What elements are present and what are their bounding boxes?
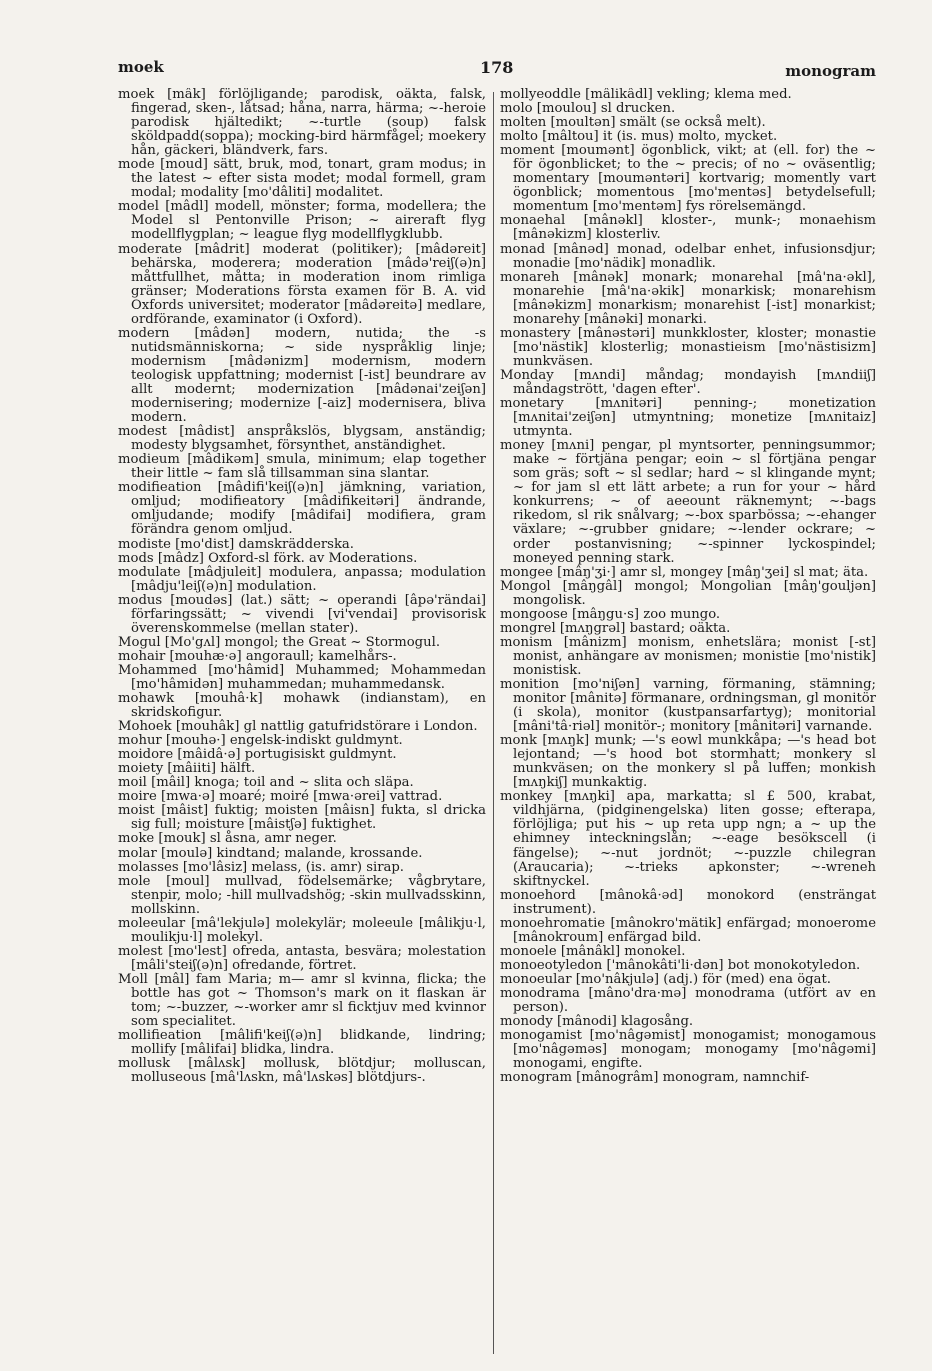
dictionary-entry: modiste [mo'dist] damskrädderska. <box>118 536 354 552</box>
left-column <box>118 88 486 1354</box>
dictionary-entry: mohawk [mouhâ·k] mohawk (indianstam), en skridskofigur. <box>118 691 486 721</box>
dictionary-entry: modus [moudəs] (lat.) sätt; ~ operandi [âpə'rändai] förfaringssätt; ~ vivendi [vi'vendai] provisorisk överenskommelse (mellan stater). <box>118 592 486 636</box>
dictionary-entry: monoehord [mânokâ·əd] monokord (ensträngat instrument). <box>500 887 876 917</box>
dictionary-entry: monk [mʌŋk] munk; —'s eowl munkkåpa; —'s head bot lejontand; —'s hood bot stormhatt; monkery sl munkväsen; on the monkery sl på luffen; monkish [mʌŋkiʃ] munkaktig. <box>500 733 876 791</box>
dictionary-entry: mods [mâdz] Oxford-sl förk. av Moderations. <box>118 550 418 566</box>
dictionary-entry: molten [moultən] smält (se också melt). <box>500 115 766 131</box>
dictionary-entry: modern [mâdən] modern, nutida; the -s nutidsmänniskorna; ~ side nyspråklig linje; modernism [mâdənizm] modernism, modern teologisk uppfattning; modernist [-ist] beundrare av allt modernt; modernization [mâdənai'zeiʃən] modernisering; modernize [-aiz] modernisera, bliva modern. <box>118 325 486 426</box>
dictionary-entry: moil [mâil] knoga; toil and ~ slita och släpa. <box>118 775 414 791</box>
dictionary-entry: molar [moulə] kindtand; malande, krossande. <box>118 845 423 861</box>
dictionary-entry: moist [mâist] fuktig; moisten [mâisn] fukta, sl dricka sig full; moisture [mâistʃə] fuktighet. <box>118 803 486 833</box>
dictionary-entry: monaehal [mânəkl] kloster-, munk-; monaehism [mânəkizm] klosterliv. <box>500 213 876 243</box>
dictionary-entry: Monday [mʌndi] måndag; mondayish [mʌndiiʃ] måndagstrött, 'dagen efter'. <box>500 367 876 397</box>
dictionary-entry: moleeular [mâ'lekjulə] molekylär; moleeule [mâlikju·l, moulikju·l] molekyl. <box>118 915 486 945</box>
dictionary-entry: mongrel [mʌŋgrəl] bastard; oäkta. <box>500 620 731 636</box>
dictionary-entry: mollifieation [mâlifi'keiʃ(ə)n] blidkande, lindring; mollify [mâlifai] blidka, lindra. <box>118 1028 486 1058</box>
dictionary-entry: mole [moul] mullvad, födelsemärke; vågbrytare, stenpir, molo; -hill mullvadshög; -skin mullvadsskinn, mollskinn. <box>118 873 486 917</box>
dictionary-entry: monism [mânizm] monism, enhetslära; monist [-st] monist, anhängare av monismen; monistie [mo'nistik] monistisk. <box>500 634 876 678</box>
dictionary-entry: modifieation [mâdifi'keiʃ(ə)n] jämkning, variation, omljud; modifieatory [mâdifikeitəri] ändrande, omljudande; modify [mâdifai] modifiera, gram förändra genom omljud. <box>118 480 486 538</box>
dictionary-entry: monogamist [mo'nâgəmist] monogamist; monogamous [mo'nâgəməs] monogam; monogamy [mo'nâgəmi] monogami, engifte. <box>500 1028 876 1072</box>
dictionary-entry: monogram [mânogrâm] monogram, namnchif- <box>500 1070 810 1086</box>
dictionary-entry: modulate [mâdjuleit] modulera, anpassa; modulation [mâdju'leiʃ(ə)n] modulation. <box>118 564 486 594</box>
dictionary-entry: monition [mo'niʃən] varning, förmaning, stämning; monitor [mânitə] förmanare, ordningsman, gl monitör (i skola), monitor (kustpansarfartyg); monitorial [mâni'tâ·riəl] monitör-; monitory [mânitəri] varnande. <box>500 676 876 735</box>
left-guide-word: moek <box>118 58 164 76</box>
dictionary-entry: molo [moulou] sl drucken. <box>500 101 676 117</box>
dictionary-entry: mongoose [mâŋgu·s] zoo mungo. <box>500 606 721 622</box>
dictionary-entry: moiety [mâiiti] hälft. <box>118 761 256 777</box>
column-divider <box>493 92 494 1354</box>
dictionary-entry: molasses [mo'lâsiz] melass, (is. amr) sirap. <box>118 859 405 875</box>
dictionary-entry: moire [mwa·ə] moaré; moiré [mwa·ərei] vattrad. <box>118 789 443 805</box>
dictionary-entry: money [mʌni] pengar, pl myntsorter, penningsummor; make ~ förtjäna pengar; eoin ~ sl förtjäna pengar som gräs; soft ~ sl sedlar; hard ~ sl klingande mynt; ~ for jam sl ett lätt arbete; a run for your ~ hård konkurrens; ~ of aeeount räknemynt; ~-bags rikedom, sl rik snålvarg; ~-box sparbössa; ~-ehanger växlare; ~-grubber gnidare; ~-lender ockrare; ~ order postanvisning; ~-spinner lyckospindel; moneyed penning stark. <box>500 438 876 566</box>
dictionary-entry: monkey [mʌŋki] apa, markatta; sl £ 500, krabat, vildhjärna, (pidginengelska) liten gosse; efterapa, förlöjliga; put his ~ up reta upp ngn; a ~ up the ehimney inteckningslån; ~-eage besökscell (i fängelse); ~-nut jordnöt; ~-puzzle chilegran (Araucaria); ~-trieks apkonster; ~-wreneh skiftnyckel. <box>500 789 876 889</box>
page-number: 178 <box>480 58 514 77</box>
dictionary-entry: molest [mo'lest] ofreda, antasta, besvära; molestation [mâli'steiʃ(ə)n] ofredande, förtret. <box>118 943 486 973</box>
dictionary-entry: molto [mâltou] it (is. mus) molto, mycket. <box>500 129 778 145</box>
dictionary-entry: mohur [mouhə·] engelsk-indiskt guldmynt. <box>118 733 403 749</box>
dictionary-entry: Moll [mâl] fam Maria; m— amr sl kvinna, flicka; the bottle has got ~ Thomson's mark on it flaskan är tom; ~-buzzer, ~-worker amr sl ficktjuv med kvinnor som specialitet. <box>118 971 486 1030</box>
dictionary-entry: monody [mânodi] klagosång. <box>500 1014 694 1030</box>
dictionary-entry: mode [moud] sätt, bruk, mod, tonart, gram modus; in the latest ~ efter sista modet; modal formell, gram modal; modality [mo'dâliti] modalitet. <box>118 157 486 201</box>
dictionary-entry: modest [mâdist] anspråkslös, blygsam, anständig; modesty blygsamhet, försynthet, anständighet. <box>118 424 486 454</box>
dictionary-entry: monad [mânəd] monad, odelbar enhet, infusionsdjur; monadie [mo'nädik] monadlik. <box>500 241 876 271</box>
page-header <box>118 58 876 84</box>
dictionary-entry: moke [mouk] sl åsna, amr neger. <box>118 831 337 847</box>
dictionary-entry: mollyeoddle [mâlikâdl] vekling; klema med. <box>500 88 792 102</box>
dictionary-entry: mohair [mouhæ·ə] angoraull; kamelhårs-. <box>118 648 397 664</box>
right-guide-word: monogram <box>785 62 876 80</box>
dictionary-entry: monetary [mʌnitəri] penning-; monetization [mʌnitai'zeiʃən] utmyntning; monetize [mʌnitaiz] utmynta. <box>500 396 876 440</box>
dictionary-entry: model [mâdl] modell, mönster; forma, modellera; the Model sl Pentonville Prison; ~ aireraft flyg modellflygplan; ~ league flyg modellflygklubb. <box>118 199 486 243</box>
dictionary-entry: mollusk [mâlʌsk] mollusk, blötdjur; molluscan, molluseous [mâ'lʌskn, mâ'lʌskəs] blötdjurs-. <box>118 1056 486 1086</box>
dictionary-entry: monoeotyledon ['mânokâti'li·dən] bot monokotyledon. <box>500 957 861 973</box>
dictionary-entry: monareh [mânək] monark; monarehal [mâ'na·əkl], monarehie [mâ'na·əkik] monarkisk; monarehism [mânəkizm] monarkism; monarehist [-ist] monarkist; monarehy [mânəki] monarki. <box>500 269 876 327</box>
dictionary-entry: monastery [mânəstəri] munkkloster, kloster; monastie [mo'nästik] klosterlig; monastieism [mo'nästisizm] munkväsen. <box>500 325 876 369</box>
dictionary-entry: monoele [mânâkl] monokel. <box>500 943 686 959</box>
dictionary-entry: moek [mâk] förlöjligande; parodisk, oäkta, falsk, fingerad, sken-, låtsad; håna, narra, härma; ~-heroie parodisk hjältedikt; ~-turtle (soup) falsk sköldpadd(soppa); mocking-bird härmfågel; moekery hån, gäckeri, bländverk, fars. <box>118 88 486 159</box>
dictionary-entry: mongee [mâŋ'ʒi·] amr sl, mongey [mâŋ'ʒei] sl mat; äta. <box>500 564 869 580</box>
dictionary-entry: Mogul [Mo'gʌl] mongol; the Great ~ Stormogul. <box>118 634 441 650</box>
dictionary-entry: Mohoek [mouhâk] gl nattlig gatufridstörare i London. <box>118 719 478 735</box>
dictionary-entry: Mongol [mâŋgâl] mongol; Mongolian [mâŋ'gouljən] mongolisk. <box>500 578 876 608</box>
dictionary-entry: monoeular [mo'nâkjulə] (adj.) för (med) ena ögat. <box>500 971 831 987</box>
right-column <box>500 88 876 1354</box>
dictionary-entry: moment [moumənt] ögonblick, vikt; at (ell. for) the ~ för ögonblicket; to the ~ precis; of no ~ oväsentlig; momentary [mouməntəri] kortvarig; momently vart ögonblick; momentous [mo'mentəs] betydelsefull; momentum [mo'mentəm] fys rörelsemängd. <box>500 143 876 215</box>
dictionary-entry: moderate [mâdrit] moderat (politiker); [mâdəreit] behärska, moderera; moderation [mâdə'reiʃ(ə)n] måttfullhet, måtta; in moderation inom rimliga gränser; Moderations första examen för B. A. vid Oxfords universitet; moderator [mâdəreitə] medlare, ordförande, examinator (i Oxford). <box>118 241 486 327</box>
dictionary-entry: monoehromatie [mânokro'mätik] enfärgad; monoerome [mânokroum] enfärgad bild. <box>500 915 876 945</box>
dictionary-entry: monodrama [mâno'dra·mə] monodrama (utfört av en person). <box>500 986 876 1016</box>
dictionary-entry: moidore [mâidâ·ə] portugisiskt guldmynt. <box>118 747 397 763</box>
dictionary-entry: Mohammed [mo'hâmid] Muhammed; Mohammedan [mo'hâmidən] muhammedan; muhammedansk. <box>118 662 486 692</box>
dictionary-entry: modieum [mâdikəm] smula, minimum; elap together their little ~ fam slå tillsamman sina slantar. <box>118 452 486 482</box>
